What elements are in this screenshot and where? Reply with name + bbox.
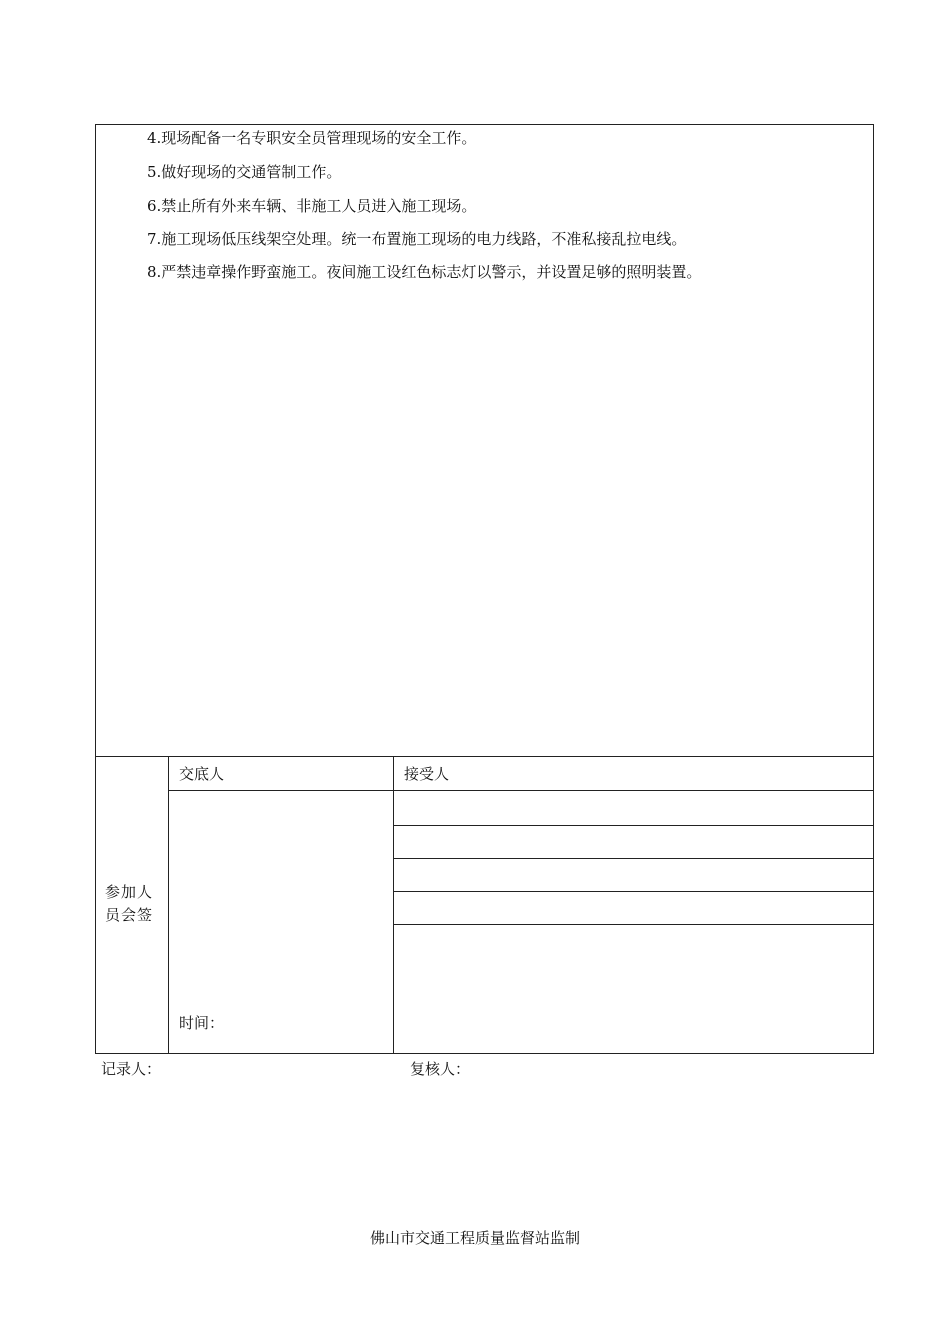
content-area (96, 125, 873, 757)
receiver-signature-row[interactable] (394, 791, 873, 826)
receiver-header (394, 757, 873, 791)
content-line-5: 5.做好现场的交通管制工作。 (147, 163, 342, 181)
giver-header (169, 757, 393, 791)
signature-label: 参加人员会签 (105, 883, 154, 924)
content-line-6: 6.禁止所有外来车辆、非施工人员进入施工现场。 (147, 197, 477, 215)
receiver-signature-row[interactable] (394, 859, 873, 892)
recorder-label: 记录人： (101, 1060, 162, 1078)
content-line-4: 4.现场配备一名专职安全员管理现场的安全工作。 (147, 129, 477, 147)
signature-label-cell (96, 757, 169, 1053)
content-line-7: 7.施工现场低压线架空处理。统一布置施工现场的电力线路，不准私接乱拉电线。 (147, 230, 687, 248)
reviewer-label: 复核人： (410, 1060, 471, 1078)
receiver-signature-row[interactable] (394, 826, 873, 859)
issuer-title: 佛山市交通工程质量监督站监制 (369, 1229, 580, 1247)
disclosure-form (95, 124, 874, 1054)
receiver-column (394, 757, 873, 1053)
receiver-signature-row[interactable] (394, 892, 873, 925)
content-line-8: 8.严禁违章操作野蛮施工。夜间施工设红色标志灯以警示，并设置足够的照明装置。 (147, 263, 702, 281)
signature-section (96, 757, 873, 1053)
giver-column (169, 757, 394, 1053)
giver-header-label: 交底人 (179, 765, 225, 783)
receiver-header-label: 接受人 (404, 765, 450, 783)
time-label: 时间： (179, 1014, 225, 1032)
